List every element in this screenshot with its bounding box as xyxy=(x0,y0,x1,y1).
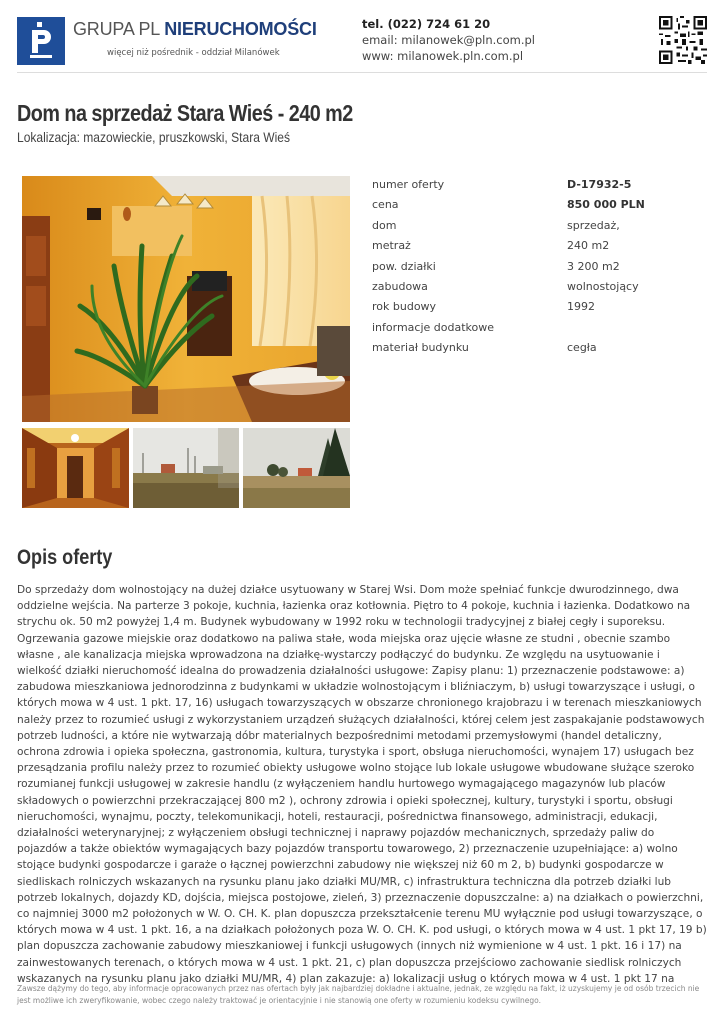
listing-title: Dom na sprzedaż Stara Wieś - 240 m2 xyxy=(17,100,353,126)
contact-website[interactable]: www: milanowek.pln.com.pl xyxy=(362,49,524,63)
detail-label: rok budowy xyxy=(372,300,437,314)
detail-row-area xyxy=(372,239,702,259)
disclaimer-footer: Zawsze dążymy do tego, aby informacje opracowanych przez nas ofertach były jak najbardziej dokładne i aktualne, jednak, ze względu na fakt, iż uzyskujemy je od osób trzecich nie jest możliwe ich zweryfikowanie, wobec czego należy traktować je orientacyjnie i nie stanowią one oferty w rozumieniu kodeksu cywilnego. xyxy=(17,984,700,1005)
listing-location: Lokalizacja: mazowieckie, pruszkowski, Stara Wieś xyxy=(17,129,291,145)
page-header xyxy=(0,0,725,72)
detail-label: cena xyxy=(372,198,399,212)
contact-phone: tel. (022) 724 61 20 xyxy=(362,17,491,31)
detail-label: informacje dodatkowe xyxy=(372,320,495,334)
detail-row-price xyxy=(372,198,702,218)
main-photo[interactable] xyxy=(22,176,350,422)
detail-row-material xyxy=(372,341,702,361)
detail-value: D-17932-5 xyxy=(567,178,632,191)
detail-value: sprzedaż, xyxy=(567,218,620,232)
brand-tagline: więcej niż pośrednik - oddział Milanówek xyxy=(107,48,280,58)
contact-email[interactable]: email: milanowek@pln.com.pl xyxy=(362,33,535,47)
company-logo xyxy=(17,17,65,65)
detail-label: numer oferty xyxy=(372,178,445,191)
contact-info xyxy=(362,16,535,64)
qr-code-icon xyxy=(659,16,707,64)
thumbnail-field[interactable] xyxy=(243,428,350,508)
thumbnail-yard[interactable] xyxy=(133,428,239,508)
detail-label: materiał budynku xyxy=(372,341,469,355)
detail-value: 240 m2 xyxy=(567,239,610,253)
description-text: Do sprzedaży dom wolnostojący na dużej działce usytuowany w Starej Wsi. Dom może spełniać funkcje dwurodzinnego, dwa oddzielne wejścia. Na parterze 3 pokoje, kuchnia, łazienka oraz kotłownia. Piętro to 4 pokoje, kuchnia i łazienka. Dodatkowo na strychu ok. 50 m2 powyżej 1,4 m. Budynek wybudowany w 1992 roku w technologii tradycyjnej z białej cegły i suporeksu. Ogrzewania gazowe miejskie oraz dodatkowo na paliwa stałe, woda miejska oraz ujęcie własne ze studni , obecnie szambo własne , ale kanalizacja miejska wprowadzona na działkę-wystarczy podłączyć do budynku. Ze względu na usytuowanie i wielkość działki nieruchomość idealna do prowadzenia działalności usługowe: Zapisy planu: 1) przeznaczenie podstawowe: a) zabudowa mieszkaniowa jednorodzinna z budynkami w układzie wolnostojącym i bliźniaczym, b) usługi towarzyszące i usługi, o których mowa w 4 ust. 1 pkt. 17, 16) usługach towarzyszących w obszarze chronionego krajobrazu i w terenach mieszkaniowych należy przez to rozumieć usługi z wykorzystaniem urządzeń służących działalności, której celem jest zaspakajanie podstawowych potrzeb ludności, a które nie wytwarzają dóbr materialnych bezpośrednimi metodami przemysłowymi (handel detaliczny, ochrona zdrowia i opieka społeczna, gastronomia, kultura, turystyka i sport, obsługa nieruchomości, wynajem 17) usługach bez przesądzania profilu należy przez to rozumieć obiekty usługowe wolno stojące lub lokale usługowe wbudowane służące szeroko rozumianej funkcji usługowej w zakresie handlu (z wyłączeniem handlu hurtowego wymagającego magazynów lub placów składowych o powierzchni przekraczającej 800 m2 ), ochrony zdrowia i opieki społecznej, kultury, turystyki i sportu, obsługi nieruchomości, wynajmu, poczty, telekomunikacji, hoteli, restauracji, pośrednictwa finansowego, administracji, edukacji, działalności weterynaryjnej; z wyłączeniem obsługi technicznej i naprawy pojazdów mechanicznych, sprzedaży paliw do pojazdów a także obiektów wymagających bazy pojazdów transportu towarowego, 2) przeznaczenie uzupełniające: a) wolno stojące budynki gospodarcze i garaże o łącznej powierzchni zabudowy nie większej niż 60 m 2, b) budynki gospodarcze w siedliskach rolniczych wskazanych na rysunku planu jako działki MU/MR, c) infrastruktura techniczna dla potrzeb działki lub potrzeb lokalnych, dojazdy KD, dojścia, miejsca postojowe, zieleń, 3) przeznaczenie dopuszczalne: a) na działkach o powierzchni, co najmniej 3000 m2 położonych w W. O. CH. K. plan dopuszcza przekształcenie terenu MU wyłącznie pod usługi towarzyszące, o których mowa w 4 ust. 1 pkt. 16, a na działkach położonych poza W. O. CH. K. pod usługi, o których mowa w 4 ust. 1 pkt 17, 19 b) plan dopuszcza zachowanie zabudowy mieszkaniowej i funkcji usługowych (innych niż wymienione w 4 ust. 1 pkt. 16 i 17) na zainwestowanych terenach, o których mowa w 4 ust. 1 pkt. 21, c) plan dopuszcza przejściowo zachowanie siedlisk rolniczych wskazanych na rysunku planu jako działki MU/MR, 4) plan zakazuje: a) lokalizacji usług o których mowa w 4 ust. 1 pkt 17 na xyxy=(17,584,707,985)
detail-value: cegła xyxy=(567,341,597,355)
detail-label: metraż xyxy=(372,239,411,253)
detail-row-year-built xyxy=(372,300,702,320)
detail-value: wolnostojący xyxy=(567,279,639,293)
detail-row-building-type xyxy=(372,280,702,300)
thumbnail-hallway[interactable] xyxy=(22,428,129,508)
detail-label: pow. działki xyxy=(372,259,436,273)
description-heading: Opis oferty xyxy=(17,546,113,569)
detail-row-type xyxy=(372,219,702,239)
detail-value: 1992 xyxy=(567,300,595,314)
brand-name: GRUPA PL NIERUCHOMOŚCI xyxy=(73,19,317,39)
detail-row-plot-area xyxy=(372,260,702,280)
detail-label: dom xyxy=(372,218,397,232)
detail-row-additional-info xyxy=(372,321,702,341)
detail-label: zabudowa xyxy=(372,279,428,293)
detail-value: 3 200 m2 xyxy=(567,259,620,273)
detail-row-offer-number xyxy=(372,178,702,198)
detail-value: 850 000 PLN xyxy=(567,198,645,212)
listing-details xyxy=(372,178,702,362)
header-divider xyxy=(17,72,707,73)
